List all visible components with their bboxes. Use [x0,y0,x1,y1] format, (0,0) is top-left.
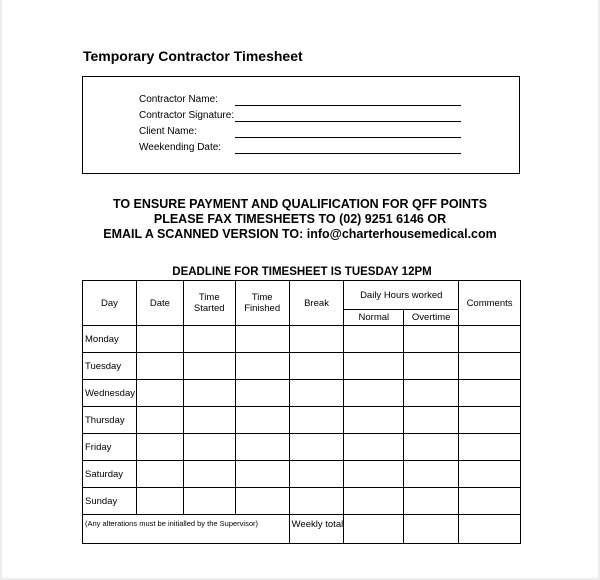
normal-hours-cell[interactable] [344,380,404,407]
time-started-cell[interactable] [183,407,235,434]
table-row [83,326,521,353]
overtime-cell[interactable] [404,326,459,353]
time-finished-cell[interactable] [235,380,289,407]
notice-line-3: EMAIL A SCANNED VERSION TO: info@charterhousemedical.com [103,227,497,241]
time-started-cell[interactable] [183,380,235,407]
weekending-date-label: Weekending Date: [139,142,222,153]
time-started-cell[interactable] [183,326,235,353]
comments-cell[interactable] [459,434,521,461]
break-cell[interactable] [289,380,344,407]
time-started-cell[interactable] [183,461,235,488]
header-daily-hours: Daily Hours worked [344,281,459,310]
weekending-date-line[interactable] [235,153,461,154]
table-footer-row [83,515,521,544]
table-row [83,380,521,407]
normal-hours-cell[interactable] [344,434,404,461]
time-finished-cell[interactable] [235,488,289,515]
normal-hours-cell[interactable] [344,353,404,380]
normal-hours-cell[interactable] [344,488,404,515]
break-cell[interactable] [289,407,344,434]
normal-hours-cell[interactable] [344,407,404,434]
weekly-normal-total-cell[interactable] [344,515,404,544]
time-finished-cell[interactable] [235,434,289,461]
day-cell: Sunday [83,488,137,515]
table-row [83,461,521,488]
contractor-signature-line[interactable] [235,121,461,122]
date-cell[interactable] [136,380,183,407]
time-started-cell[interactable] [183,434,235,461]
time-finished-cell[interactable] [235,326,289,353]
header-time-started: Time Started [183,281,235,326]
timesheet-page [2,0,598,578]
overtime-cell[interactable] [404,461,459,488]
comments-cell[interactable] [459,353,521,380]
overtime-cell[interactable] [404,353,459,380]
overtime-cell[interactable] [404,488,459,515]
table-row [83,434,521,461]
timesheet-table [82,280,521,544]
time-started-cell[interactable] [183,353,235,380]
header-date: Date [136,281,183,326]
overtime-cell[interactable] [404,380,459,407]
time-finished-cell[interactable] [235,407,289,434]
weekly-comments-cell[interactable] [459,515,521,544]
day-cell: Wednesday [83,380,137,407]
overtime-cell[interactable] [404,407,459,434]
normal-hours-cell[interactable] [344,461,404,488]
weekly-overtime-total-cell[interactable] [404,515,459,544]
contractor-info-box [82,76,520,174]
day-cell: Saturday [83,461,137,488]
weekly-total-label: Weekly total [289,515,344,544]
client-name-line[interactable] [235,137,461,138]
notice-line-2: PLEASE FAX TIMESHEETS TO (02) 9251 6146 OR [153,212,447,226]
time-finished-cell[interactable] [235,461,289,488]
header-overtime: Overtime [404,310,459,326]
comments-cell[interactable] [459,407,521,434]
break-cell[interactable] [289,461,344,488]
break-cell[interactable] [289,434,344,461]
table-row [83,407,521,434]
date-cell[interactable] [136,326,183,353]
break-cell[interactable] [289,488,344,515]
time-finished-cell[interactable] [235,353,289,380]
contractor-name-line[interactable] [235,105,461,106]
alterations-note: (Any alterations must be initialled by the Supervisor) [83,515,290,544]
date-cell[interactable] [136,488,183,515]
header-day: Day [83,281,137,326]
header-normal: Normal [344,310,404,326]
header-break: Break [289,281,344,326]
contractor-signature-label: Contractor Signature: [139,110,235,121]
day-cell: Tuesday [83,353,137,380]
comments-cell[interactable] [459,326,521,353]
comments-cell[interactable] [459,461,521,488]
break-cell[interactable] [289,326,344,353]
day-cell: Thursday [83,407,137,434]
header-comments: Comments [459,281,521,326]
notice-line-1: TO ENSURE PAYMENT AND QUALIFICATION FOR QFF POINTS [112,197,488,211]
comments-cell[interactable] [459,380,521,407]
date-cell[interactable] [136,353,183,380]
day-cell: Friday [83,434,137,461]
deadline-notice: DEADLINE FOR TIMESHEET IS TUESDAY 12PM [172,266,432,278]
break-cell[interactable] [289,353,344,380]
day-cell: Monday [83,326,137,353]
date-cell[interactable] [136,407,183,434]
normal-hours-cell[interactable] [344,326,404,353]
client-name-label: Client Name: [139,126,197,137]
table-row [83,488,521,515]
page-title: Temporary Contractor Timesheet [83,48,303,64]
time-started-cell[interactable] [183,488,235,515]
date-cell[interactable] [136,461,183,488]
date-cell[interactable] [136,434,183,461]
overtime-cell[interactable] [404,434,459,461]
contractor-name-label: Contractor Name: [139,94,218,105]
header-time-finished: Time Finished [235,281,289,326]
payment-notice [2,197,598,242]
table-row [83,353,521,380]
comments-cell[interactable] [459,488,521,515]
